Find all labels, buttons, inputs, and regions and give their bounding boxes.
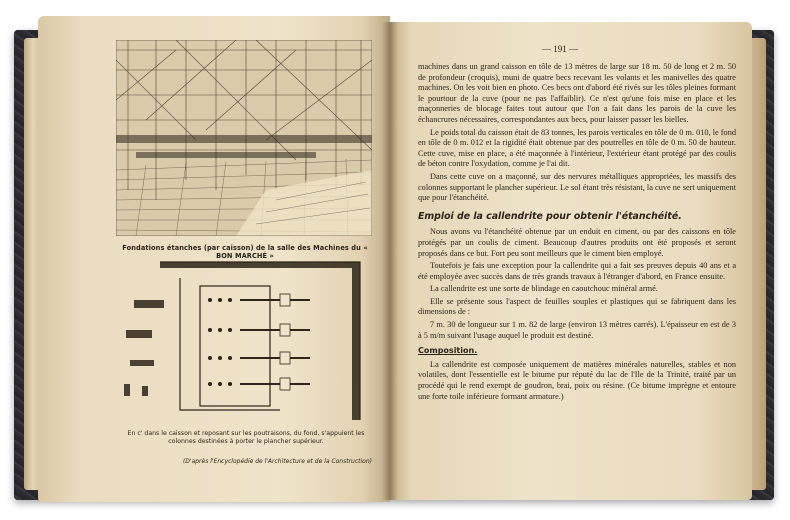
paragraph: Nous avons vu l'étanchéité obtenue par un enduit en ciment, ou par des caissons en tôle protégés par un coulis de ciment. Beaucoup d'autres produits ont été proposés et seront proposés dans ce but. Fort peu sont meilleurs que le ciment bien employé. xyxy=(418,227,736,258)
paragraph: machines dans un grand caisson en tôle de 13 mètres de large sur 18 m. 50 de long et 2 m. 50 de profondeur (croquis), muni de quatre becs recevant les volants et les manivelles des quatre machines. On les voit bien en photo. Ces becs ont d'abord été rivés sur les tôles pleines formant le pourtour de la cuve (pour ne pas l'affaiblir). Ce n'est qu'une fois mise en place et les maçonneries de blocage faites tout autour que l'on a fait dans les parois de la cuve les échancrures nécessaires, correspondantes aux becs, pour laisser passer les bielles. xyxy=(418,62,736,124)
right-page-text xyxy=(418,62,736,404)
book-gutter xyxy=(382,22,398,500)
paragraph: 7 m. 30 de longueur sur 1 m. 82 de large (environ 13 mètres carrés). L'épaisseur en est de 3 à 5 m/m suivant l'usage auquel le produit est destiné. xyxy=(418,320,736,340)
section-heading: Emploi de la callendrite pour obtenir l'étanchéité. xyxy=(418,210,682,222)
paragraph: Dans cette cuve on a maçonné, sur des nervures métalliques appropriées, les massifs des colonnes supportant le plancher supérieur. Le sol étant très résistant, la cuve ne sert uniquement que pour l'étanchéité. xyxy=(418,171,736,203)
paragraph: Elle se présente sous l'aspect de feuilles souples et plastiques qui se fabriquent dans les dimensions de : xyxy=(418,296,736,317)
plan-caption: En c' dans le caisson et reposant sur les poutraisons, du fond, s'appuient les colonnes destinées à porter le plancher supérieur. xyxy=(127,430,365,445)
subheading: Composition. xyxy=(418,346,478,356)
paragraph: La callendrite est une sorte de blindage en caoutchouc minéral armé. xyxy=(430,284,658,294)
construction-engraving xyxy=(116,40,372,236)
paragraph: Le poids total du caisson était de 83 tonnes, les parois verticales en tôle de 0 m. 010, le fond en tôle de 0 m. 012 et la rigidité était obtenue par des poutrelles en tôle de 0 m. 50 de hauteur. Cette cuve, mise en place, a été maçonnée à l'intérieur, l'extérieur étant protégé par des coulis de béton contre l'oxydation, comme je l'ai dit. xyxy=(418,127,736,169)
paragraph: Toutefois je fais une exception pour la callendrite qui a fait ses preuves depuis 40 ans et a été employée avec succès dans de très grands travaux à l'étranger d'abord, en France ensuite. xyxy=(418,261,736,281)
source-credit: (D'après l'Encyclopédie de l'Architecture et de la Construction) xyxy=(182,458,372,465)
page-number: — 191 — xyxy=(542,44,578,54)
paragraph: La callendrite est composée uniquement de matières minérales naturelles, stables et non volatiles, dont l'essentielle est le bitume pur réputé du lac de l'Ile de la Trinité, traité par un procédé qui le rend exempt de goudron, brai, poix ou résine. (Ce bitume imprègne et entoure une forte toile inférieure formant armature.) xyxy=(418,359,736,401)
caisson-plan-drawing xyxy=(120,260,372,426)
illustration-caption: Fondations étanches (par caisson) de la salle des Machines du « BON MARCHÉ » xyxy=(122,244,368,260)
